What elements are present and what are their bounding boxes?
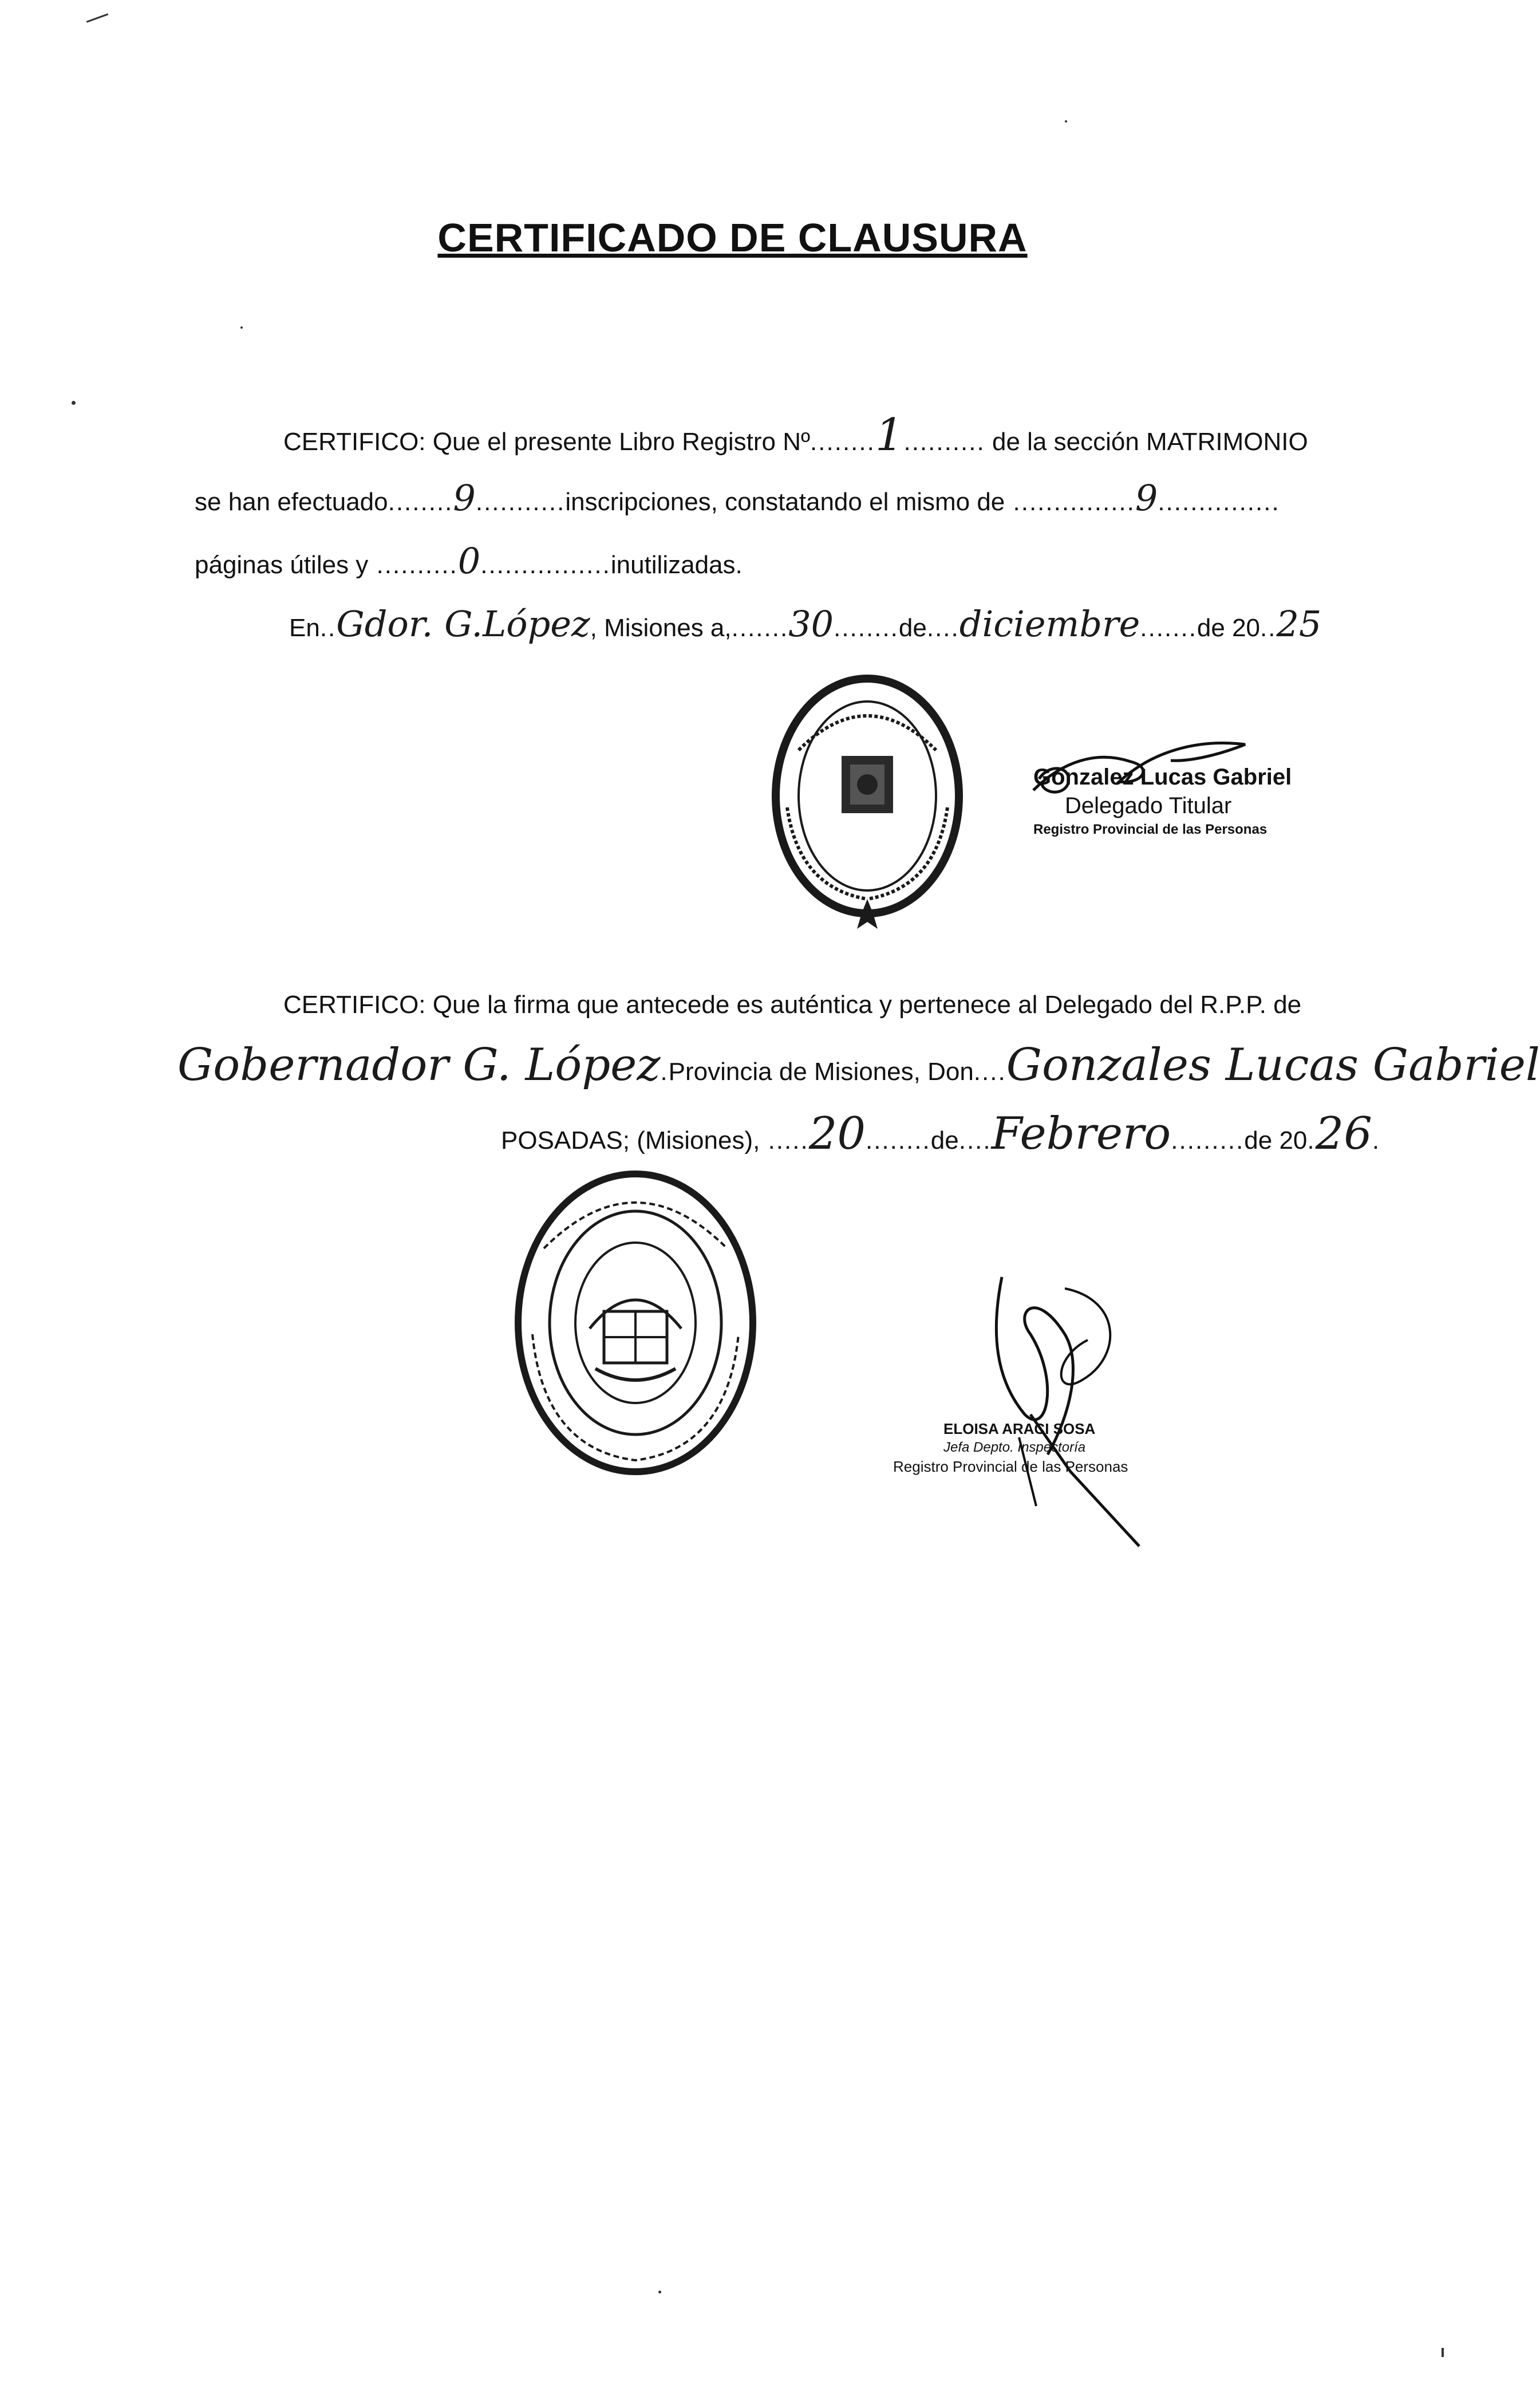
dia-handwritten: 30 <box>788 603 834 645</box>
inscripciones-count: 9 <box>453 477 476 519</box>
anio-label: de 20 <box>1197 614 1261 642</box>
direccion-stamp <box>510 1162 761 1483</box>
mes-handwritten: diciembre <box>959 603 1140 645</box>
scan-speck <box>1442 2348 1444 2357</box>
cert2-line3: POSADAS; (Misiones), .....20........de....Febrero.........de 20.26. <box>501 1108 1380 1160</box>
cert1-line2-prefix: se han efectuado <box>195 488 388 516</box>
signature2-scribble <box>950 1266 1168 1552</box>
anio-handwritten: 25 <box>1276 603 1322 645</box>
page-title: CERTIFICADO DE CLAUSURA <box>437 215 1028 260</box>
scan-mark <box>86 13 109 22</box>
localidad-handwritten: Gobernador G. López <box>177 1039 661 1091</box>
cert2-line1: CERTIFICO: Que la firma que antecede es auténtica y pertenece al Delegado del R.P.P. de <box>283 991 1302 1019</box>
cert1-line1-suffix: de la sección MATRIMONIO <box>992 428 1308 456</box>
cert2-line2: Gobernador G. López.Provincia de Misiones, Don....Gonzales Lucas Gabriel <box>177 1039 1540 1091</box>
delegado-handwritten: Gonzales Lucas Gabriel <box>1006 1039 1540 1091</box>
inutilizadas-count: 0 <box>457 540 481 582</box>
cert1-line1-prefix: CERTIFICO: Que el presente Libro Registro Nº <box>283 428 811 456</box>
signature1-name: Gonzalez Lucas Gabriel <box>1033 764 1292 790</box>
cert1-line4: En..Gdor. G.López, Misiones a,.......30........de....diciembre.......de 20..25 <box>289 603 1322 645</box>
paginas-count: 9 <box>1135 477 1158 519</box>
misiones-label: , Misiones a, <box>590 614 732 642</box>
signature1-office: Registro Provincial de las Personas <box>1033 822 1267 837</box>
cert1-line2-mid: inscripciones, constatando el mismo de <box>565 488 1005 516</box>
signature1-role: Delegado Titular <box>1065 793 1232 818</box>
signature2-role: Jefa Depto. Inspectoría <box>943 1440 1086 1455</box>
scan-speck <box>240 326 243 329</box>
de-label: de <box>898 614 927 642</box>
en-label: En <box>289 614 320 642</box>
scan-speck <box>72 401 76 405</box>
delegacion-stamp <box>764 659 970 933</box>
posadas-label: POSADAS; (Misiones), <box>501 1126 760 1154</box>
cert1-line3: páginas útiles y ..........0................inutilizadas. <box>195 540 743 582</box>
provincia-label: Provincia de Misiones, Don <box>668 1058 974 1086</box>
scan-speck <box>658 2291 661 2293</box>
cert1-line2: se han efectuado........9...........inscripciones, constatando el mismo de ...............9............... <box>195 477 1280 519</box>
cert1-line3-prefix: páginas útiles y <box>195 551 369 579</box>
scan-speck <box>1065 120 1067 123</box>
dia2-handwritten: 20 <box>808 1108 866 1160</box>
cert1-line1: CERTIFICO: Que el presente Libro Registro Nº........1.......... de la sección MATRIMONIO <box>283 409 1308 461</box>
cert1-line3-suffix: inutilizadas. <box>610 551 743 579</box>
libro-numero: 1 <box>875 409 904 461</box>
signature2-name: ELOISA ARACI SOSA <box>943 1420 1096 1437</box>
anio2-handwritten: 26 <box>1315 1108 1372 1160</box>
anio2-label: de 20 <box>1244 1126 1308 1154</box>
mes2-handwritten: Febrero <box>991 1108 1171 1160</box>
lugar-handwritten: Gdor. G.López <box>336 603 590 645</box>
signature2-office: Registro Provincial de las Personas <box>893 1458 1128 1475</box>
de2-label: de <box>930 1126 959 1154</box>
